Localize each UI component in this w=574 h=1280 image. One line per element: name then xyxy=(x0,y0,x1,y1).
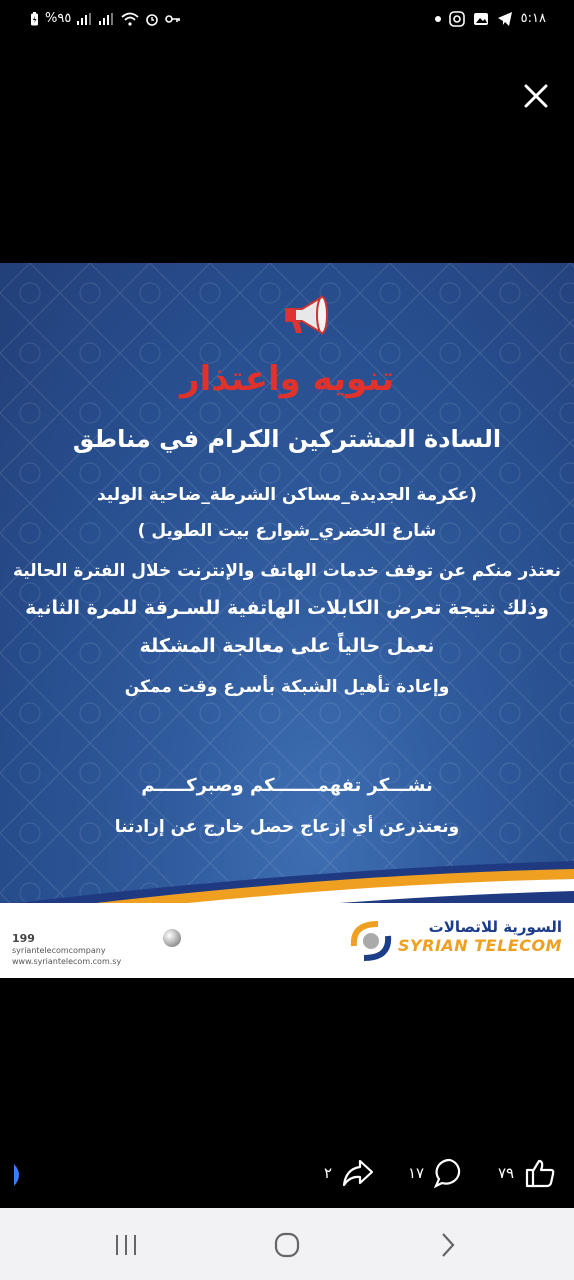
notice-line: وذلك نتيجة تعرض الكابلات الهاتفية للسـرقة للمرة الثانية xyxy=(25,597,549,619)
notice-line: (عكرمة الجديدة_مساكن الشرطة_ضاحية الوليد xyxy=(96,485,478,505)
megaphone-icon xyxy=(280,289,332,341)
close-icon[interactable] xyxy=(518,78,554,114)
comment-count: ١٧ xyxy=(408,1164,425,1182)
status-bar xyxy=(0,0,574,40)
notice-line: نعتذر منكم عن توقف خدمات الهاتف والإنترنت خلال الفترة الحالية xyxy=(12,561,562,581)
home-icon xyxy=(274,1232,300,1258)
dot-icon xyxy=(435,16,441,22)
thumbs-up-icon xyxy=(524,1158,556,1188)
contact-info xyxy=(12,933,121,967)
share-button[interactable] xyxy=(324,1158,374,1188)
decorative-ball xyxy=(163,929,181,947)
brand-name-arabic: السورية للاتصالات xyxy=(428,918,562,936)
notice-title: تنويه واعتذار xyxy=(180,359,394,399)
back-button[interactable] xyxy=(428,1230,468,1260)
recent-apps-button[interactable] xyxy=(106,1230,146,1260)
home-button[interactable] xyxy=(267,1230,307,1260)
status-left xyxy=(30,10,181,28)
facebook-page: syriantelecomcompany xyxy=(12,946,106,955)
alarm-icon xyxy=(145,12,159,26)
system-navigation-bar xyxy=(0,1208,574,1280)
share-icon xyxy=(342,1158,374,1188)
recent-apps-icon xyxy=(114,1234,138,1256)
like-count: ٧٩ xyxy=(498,1164,515,1182)
share-count: ٢ xyxy=(324,1164,333,1182)
like-button[interactable] xyxy=(498,1158,556,1188)
comment-button[interactable] xyxy=(408,1158,466,1188)
post-actions xyxy=(0,1152,574,1196)
brand-logo xyxy=(398,918,562,955)
notice-line: ونعتذرعن أي إزعاج حصل خارج عن إرادتنا xyxy=(114,817,460,837)
website: www.syriantelecom.com.sy xyxy=(12,957,122,966)
telegram-icon xyxy=(497,11,513,27)
notice-line: وإعادة تأهيل الشبكة بأسرع وقت ممكن xyxy=(124,677,450,697)
battery-icon xyxy=(30,12,39,26)
indicator-icon xyxy=(14,1164,24,1186)
clock: ٥:١٨ xyxy=(520,11,546,26)
signal1-icon xyxy=(77,13,93,25)
wifi-icon xyxy=(121,12,139,26)
battery-percent: %٩٥ xyxy=(45,11,72,26)
signal2-icon xyxy=(99,13,115,25)
notice-line: نشـــكر تفهمـــــــكم وصبركـــــم xyxy=(141,775,433,796)
instagram-icon xyxy=(449,11,465,27)
notice-line: شارع الخضري_شوارع بيت الطويل ) xyxy=(137,521,437,541)
gallery-icon xyxy=(473,11,489,27)
brand-name-english: SYRIAN TELECOM xyxy=(398,936,562,955)
comment-icon xyxy=(434,1158,466,1188)
syrian-telecom-logo-icon xyxy=(344,916,396,966)
notice-line: نعمل حالياً على معالجة المشكلة xyxy=(139,635,435,657)
phone-number: 199 xyxy=(12,932,35,945)
back-chevron-icon xyxy=(440,1232,456,1258)
key-icon xyxy=(165,13,181,25)
notice-line: السادة المشتركين الكرام في مناطق xyxy=(72,425,502,453)
status-right xyxy=(435,10,546,28)
post-image[interactable] xyxy=(0,263,574,978)
